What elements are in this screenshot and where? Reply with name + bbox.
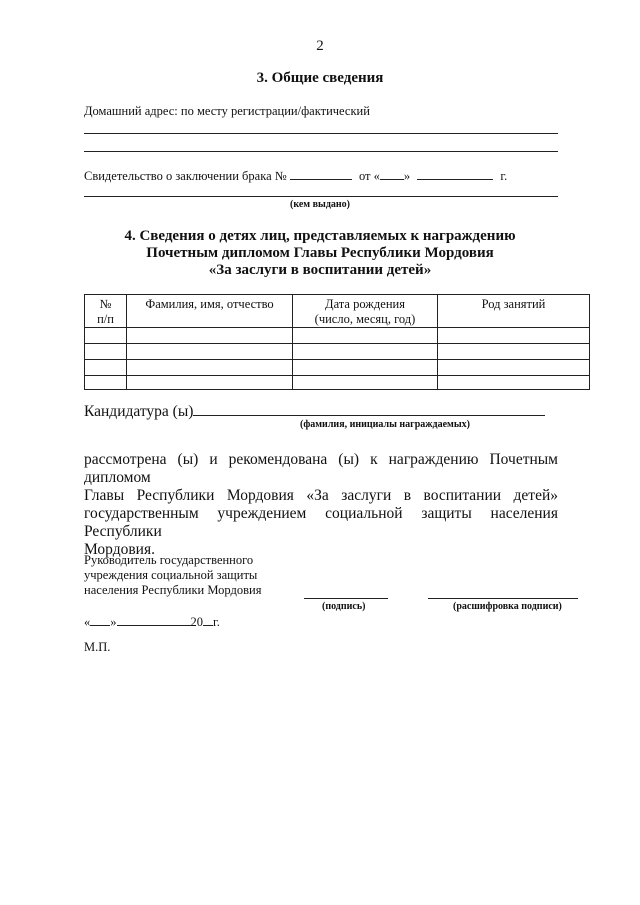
head-title-line3: населения Республики Мордовия: [84, 583, 262, 597]
page-number: 2: [316, 38, 324, 54]
marriage-label: Свидетельство о заключении брака №: [84, 169, 287, 183]
address-line-2[interactable]: [84, 151, 558, 152]
col-header-occupation-line1: Род занятий: [481, 297, 546, 311]
head-title-line1: Руководитель государственного: [84, 553, 254, 567]
col-header-number-line1: №: [99, 297, 112, 311]
table-cell[interactable]: [438, 360, 590, 376]
decoding-line[interactable]: [428, 598, 578, 599]
col-header-birthdate-line1: Дата рождения: [325, 297, 405, 311]
candidacy-paragraph: [84, 451, 558, 559]
table-cell[interactable]: [85, 376, 127, 390]
table-cell[interactable]: [293, 344, 438, 360]
table-cell[interactable]: [438, 376, 590, 390]
table-row: [85, 328, 590, 344]
marriage-certificate-row: [84, 167, 507, 184]
candidacy-label: Кандидатура (ы): [84, 403, 194, 420]
marriage-day-field[interactable]: [380, 167, 404, 180]
section4-title-line1: 4. Сведения о детях лиц, представляемых к награждению: [124, 228, 516, 244]
signature-line[interactable]: [304, 598, 388, 599]
table-cell[interactable]: [293, 328, 438, 344]
issued-by-caption: (кем выдано): [290, 199, 350, 210]
col-header-name-line1: Фамилия, имя, отчество: [145, 297, 274, 311]
marriage-month-field[interactable]: [417, 167, 493, 180]
table-row: [85, 360, 590, 376]
table-cell[interactable]: [127, 360, 293, 376]
candidacy-caption: (фамилия, инициалы награждаемых): [300, 419, 470, 430]
head-title: [84, 553, 261, 598]
table-cell[interactable]: [438, 328, 590, 344]
table-cell[interactable]: [127, 344, 293, 360]
issued-by-line[interactable]: [84, 196, 558, 197]
date-suffix: г.: [213, 615, 220, 629]
address-label: Домашний адрес: по месту регистрации/фактический: [84, 104, 370, 118]
date-open-quote: «: [84, 615, 91, 629]
marriage-number-field[interactable]: [290, 167, 352, 180]
date-row: [84, 613, 220, 630]
date-year-prefix: 20: [190, 615, 203, 629]
para-line-2: Главы Республики Мордовия «За заслуги в воспитании детей»: [84, 487, 558, 504]
table-cell[interactable]: [85, 344, 127, 360]
candidacy-row: [84, 401, 545, 421]
candidacy-field[interactable]: [193, 401, 545, 416]
table-cell[interactable]: [293, 360, 438, 376]
date-year-field[interactable]: [203, 613, 213, 626]
children-table-wrapper: [84, 294, 590, 390]
col-header-name: [127, 295, 293, 328]
table-cell[interactable]: [85, 360, 127, 376]
section3-title: 3. Общие сведения: [256, 70, 384, 86]
para-line-1: рассмотрена (ы) и рекомендована (ы) к награждению Почетным дипломом: [84, 451, 558, 486]
col-header-birthdate: [293, 295, 438, 328]
col-header-number-line2: п/п: [97, 312, 114, 326]
children-table: [84, 294, 590, 390]
marriage-quote-close: »: [403, 169, 411, 183]
date-day-field[interactable]: [90, 613, 110, 626]
marriage-year-label: г.: [500, 169, 508, 183]
table-cell[interactable]: [127, 376, 293, 390]
col-header-number: [85, 295, 127, 328]
table-row: [85, 344, 590, 360]
address-line-1[interactable]: [84, 133, 558, 134]
marriage-from-label: от «: [358, 169, 380, 183]
col-header-occupation: [438, 295, 590, 328]
date-close-quote: »: [110, 615, 117, 629]
signature-caption: (подпись): [322, 601, 366, 612]
col-header-birthdate-line2: (число, месяц, год): [314, 312, 416, 326]
table-row: [85, 376, 590, 390]
date-month-field[interactable]: [117, 613, 191, 626]
stamp-label: М.П.: [84, 640, 111, 654]
table-cell[interactable]: [438, 344, 590, 360]
para-line-3: государственным учреждением социальной защиты населения Республики: [84, 505, 558, 540]
table-cell[interactable]: [127, 328, 293, 344]
table-cell[interactable]: [85, 328, 127, 344]
para-line-4: Мордовия.: [84, 541, 155, 558]
table-cell[interactable]: [293, 376, 438, 390]
decoding-caption: (расшифровка подписи): [453, 601, 562, 612]
section4-title-line2: Почетным дипломом Главы Республики Мордовия: [146, 245, 494, 261]
head-title-line2: учреждения социальной защиты: [84, 568, 258, 582]
section4-title-line3: «За заслуги в воспитании детей»: [208, 262, 432, 278]
